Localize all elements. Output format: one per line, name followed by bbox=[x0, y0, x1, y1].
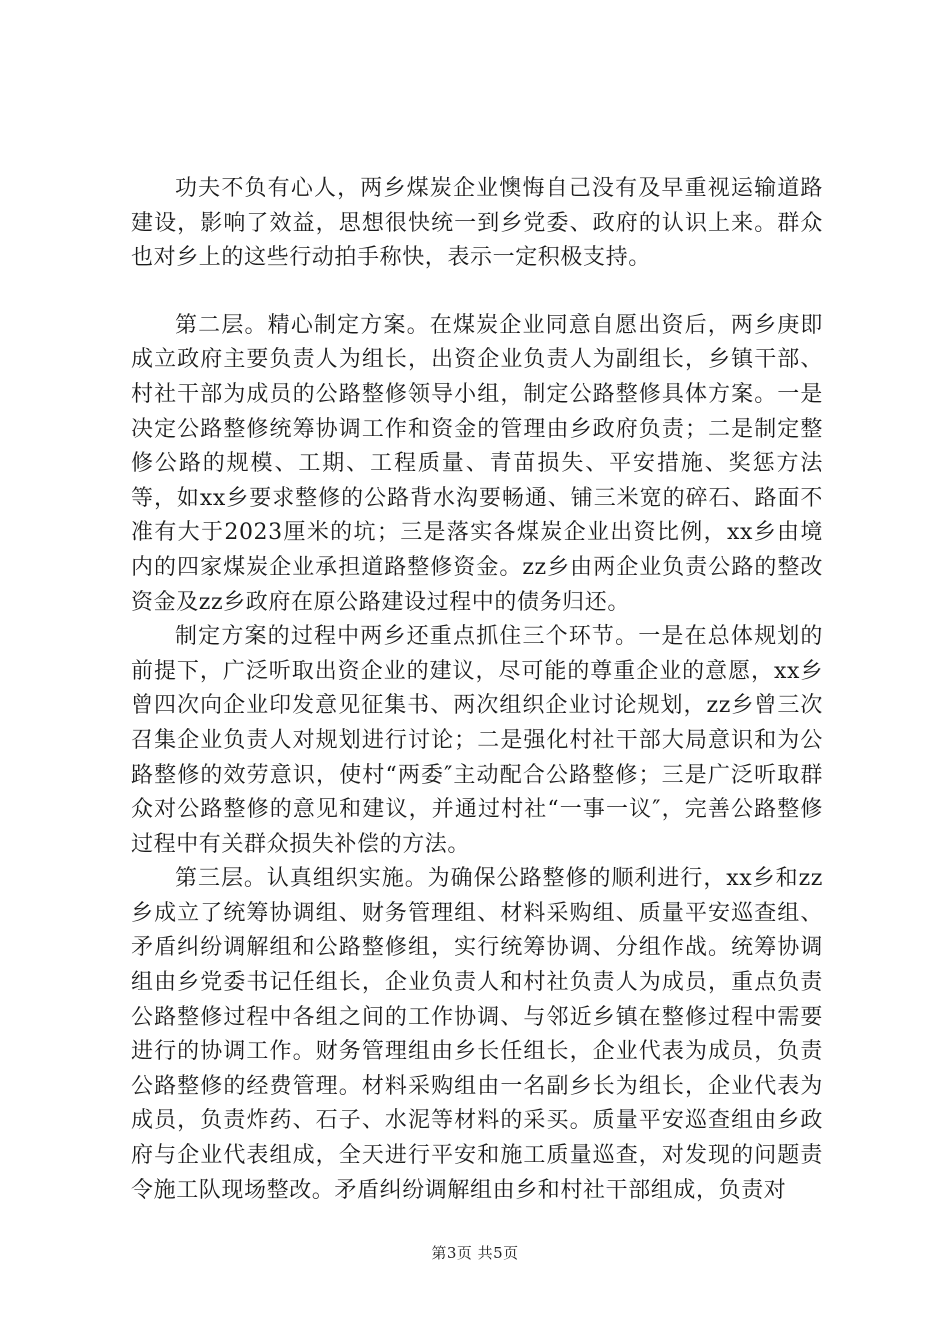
paragraph-3: 制定方案的过程中两乡还重点抓住三个环节。一是在总体规划的前提下，广泛听取出资企业的建议，尽可能的尊重企业的意愿，xx乡曾四次向企业印发意见征集书、两次组织企业讨论规划，zz乡曾三次召集企业负责人对规划进行讨论；二是强化村社干部大局意识和为公路整修的效劳意识，使村“两委″主动配合公路整修；三是广泛听取群众对公路整修的意见和建议，并通过村社“一事一议″，完善公路整修过程中有关群众损失补偿的方法。 bbox=[131, 624, 823, 857]
page-footer bbox=[0, 1243, 950, 1263]
document-body bbox=[131, 172, 823, 1208]
paragraph-2: 第二层。精心制定方案。在煤炭企业同意自愿出资后，两乡庚即成立政府主要负责人为组长，出资企业负责人为副组长，乡镇干部、村社干部为成员的公路整修领导小组，制定公路整修具体方案。一是决定公路整修统筹协调工作和资金的管理由乡政府负责；二是制定整修公路的规模、工期、工程质量、青苗损失、平安措施、奖惩方法等，如xx乡要求整修的公路背水沟要畅通、铺三米宽的碎石、路面不准有大于2023厘米的坑；三是落实各煤炭企业出资比例，xx乡由境内的四家煤炭企业承担道路整修资金。zz乡由两企业负责公路的整改资金及zz乡政府在原公路建设过程中的债务归还。 bbox=[131, 312, 823, 615]
paragraph-4: 第三层。认真组织实施。为确保公路整修的顺利进行，xx乡和zz乡成立了统筹协调组、财务管理组、材料采购组、质量平安巡查组、矛盾纠纷调解组和公路整修组，实行统筹协调、分组作战。统筹协调组由乡党委书记任组长，企业负责人和村社负责人为成员，重点负责公路整修过程中各组之间的工作协调、与邻近乡镇在整修过程中需要进行的协调工作。财务管理组由乡长任组长，企业代表为成员，负责公路整修的经费管理。材料采购组由一名副乡长为组长，企业代表为成员，负责炸药、石子、水泥等材料的采买。质量平安巡查组由乡政府与企业代表组成，全天进行平安和施工质量巡查，对发现的问题责令施工队现场整改。矛盾纠纷调解组由乡和村社干部组成，负责对 bbox=[131, 866, 823, 1203]
page-number-label: 第3页 共5页 bbox=[431, 1244, 519, 1262]
paragraph-1: 功夫不负有心人，两乡煤炭企业懊悔自己没有及早重视运输道路建设，影响了效益，思想很快统一到乡党委、政府的认识上来。群众也对乡上的这些行动拍手称快，表示一定积极支持。 bbox=[131, 176, 823, 271]
